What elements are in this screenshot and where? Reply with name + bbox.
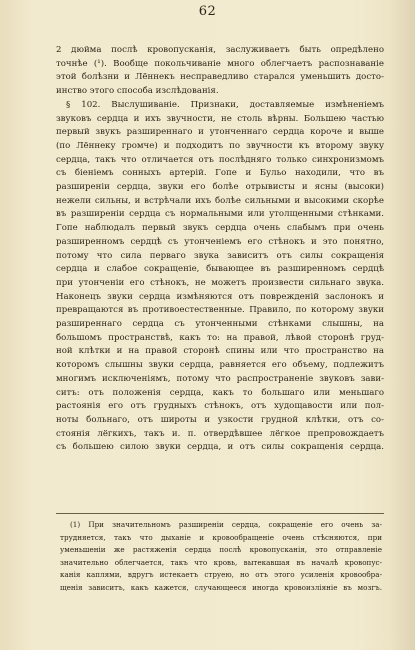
footnote-line: уменьшеніи же растяженія сердца послѣ кровопусканія, это отправленіе (60, 545, 382, 555)
text-line: которомъ слышны звуки сердца, равняется его объему, подлежитъ (56, 360, 384, 371)
text-line: этой болѣзни и Лённекъ несправедливо старался уменьшить досто- (56, 72, 384, 83)
footnote-divider (56, 513, 384, 514)
text-line: многимъ исключеніямъ, потому что распространеніе звуковъ зави- (56, 373, 384, 384)
footnote-line: трудняется, такъ что дыханіе и кровообращеніе очень стѣсняются, при (60, 532, 382, 542)
text-line: звуковъ сердца и ихъ звучности, не столь вѣрны. Большею частью (56, 113, 384, 124)
text-line: стоянія лёгкихъ, такъ и. п. отвердѣвшее лёгкое препровождаетъ (56, 428, 384, 439)
text-line: съ біеніемъ сонныхъ артерій. Гопе и Бульо находили, что въ (56, 168, 384, 179)
text-line: разширенномъ сердцѣ съ утонченіемъ его стѣнокъ и это понятно, (56, 236, 384, 247)
text-line: точнѣе (¹). Вообще покольчиваніе много облегчаетъ распознаваніе (56, 58, 384, 69)
page-number: 62 (198, 4, 217, 19)
text-line: большомъ пространствѣ, какъ то: на правой, лѣвой сторонѣ груд- (56, 332, 384, 343)
text-line: превращаются въ противоестественные. Правило, по которому звуки (56, 305, 384, 316)
text-line: инство этого способа изслѣдованія. (56, 86, 219, 97)
text-line: растоянія его отъ грудныхъ стѣнокъ, отъ худощавости или пол- (56, 401, 384, 412)
footnote (60, 519, 382, 595)
footnote-line: канія каплями, вдругъ истекаетъ струею, но отъ этого усиленія кровообра- (60, 570, 382, 580)
text-line: сердца и слабое сокращеніе, бывающее въ разширенномъ сердцѣ (56, 264, 384, 275)
text-line: разширеніи сердца, звуки его болѣе отрывисты и ясны (высоки) (56, 182, 384, 193)
text-line: сердца, такъ что отличается отъ послѣдняго только синхронизмомъ (56, 154, 384, 165)
text-line: Гопе наблюдалъ первый звукъ сердца очень слабымъ при очень (56, 223, 384, 234)
text-line: съ большею силою звуки сердца, и отъ силы сокращенія сердца. (56, 442, 384, 453)
section-heading-line: § 102. Выслушиваніе. Признаки, доставляемые измѣненіемъ (66, 99, 384, 110)
text-line: (по Лённеку громче) и подходитъ по звучности къ второму звуку (56, 140, 384, 151)
text-line: первый звукъ разширеннаго и утонченнаго сердца короче и выше (56, 127, 384, 138)
text-line: ноты больнаго, отъ широты и узкости грудной клѣтки, отъ со- (56, 414, 384, 425)
text-line: разширеннаго сердца съ утонченными стѣнками слышны, на (56, 319, 384, 330)
footnote-line: (1) При значительномъ разширеніи сердца, сокращеніе его очень за- (70, 520, 382, 529)
main-text (56, 44, 384, 455)
text-line: ситъ: отъ положенія сердца, какъ то большаго или меньшаго (56, 387, 384, 398)
text-line: при утонченіи его стѣнокъ, не можетъ произвести сильнаго звука. (56, 277, 384, 288)
page-gutter-shadow (389, 0, 415, 650)
text-line: потому что сила перваго звука зависитъ отъ силы сокращенія (56, 250, 384, 261)
text-line: ной клѣтки и на правой сторонѣ спины или что пространство на (56, 346, 384, 357)
text-line: въ разширеніи сердца съ нормальными или утолщенными стѣнками. (56, 209, 384, 220)
text-line: нежели сильны, и встрѣчали ихъ болѣе сильными и высокими скорѣе (56, 195, 384, 206)
footnote-line: значительно облегчается, такъ что кровь, вытекавшая въ началѣ кровопус- (60, 557, 382, 567)
text-line: 2 дюйма послѣ кровопусканія, заслуживаетъ быть опредѣлено (56, 45, 384, 55)
footnote-line: щенія зависитъ, какъ кажется, случающееся иногда кровоизліяніе въ мозгъ. (60, 582, 382, 592)
text-line: Наконецъ звуки сердца измѣняются отъ поврежденій заслонокъ и (56, 291, 384, 302)
